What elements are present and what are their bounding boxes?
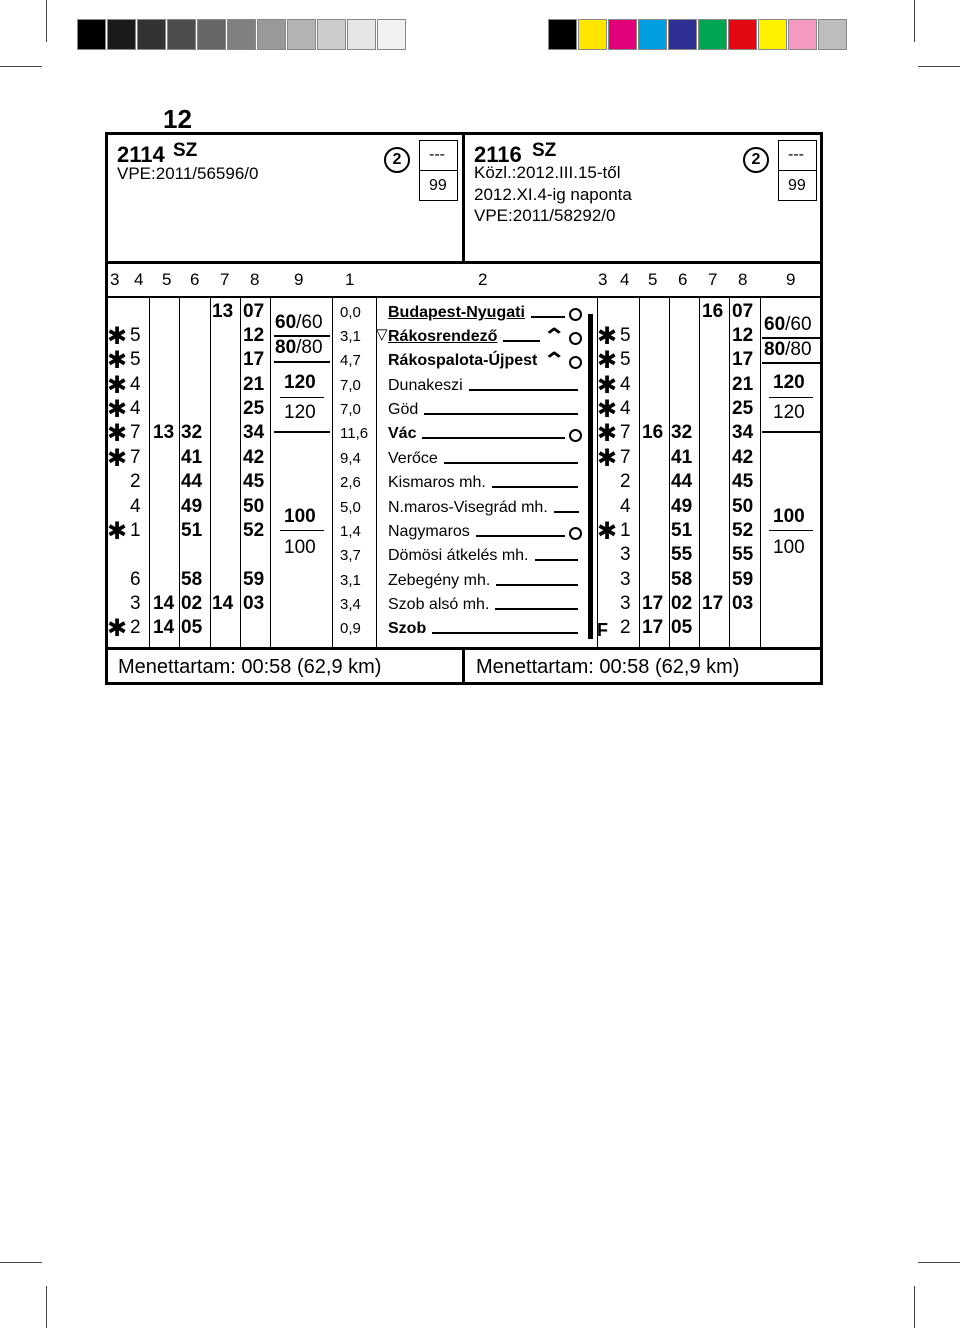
run-time-cell: 3 bbox=[620, 544, 631, 565]
column-header: 6 bbox=[678, 270, 688, 289]
leader-line bbox=[422, 437, 565, 439]
time-cell: 14 bbox=[212, 593, 234, 614]
column-header: 5 bbox=[648, 270, 658, 289]
column-rule bbox=[270, 298, 271, 647]
gray-swatch bbox=[137, 19, 166, 50]
color-swatch bbox=[758, 19, 787, 50]
leader-line bbox=[432, 632, 578, 634]
time-cell: 02 bbox=[671, 593, 693, 614]
column-header: 3 bbox=[598, 270, 608, 289]
leader-line bbox=[535, 559, 579, 561]
time-cell: 44 bbox=[671, 471, 693, 492]
train-type: SZ bbox=[173, 140, 198, 161]
column-header: 3 bbox=[110, 270, 120, 289]
star-marker: ✱ bbox=[597, 323, 618, 350]
speed-value: 100 bbox=[284, 537, 316, 558]
time-cell: 05 bbox=[671, 617, 693, 638]
time-cell: 32 bbox=[671, 422, 693, 443]
crop-mark bbox=[0, 1262, 42, 1263]
column-rule bbox=[669, 298, 670, 647]
gray-swatch bbox=[287, 19, 316, 50]
column-header: 9 bbox=[786, 270, 796, 289]
crop-mark bbox=[918, 1262, 960, 1263]
run-time-cell: 7 bbox=[130, 422, 141, 443]
star-marker: ✱ bbox=[597, 518, 618, 545]
header-divider bbox=[462, 135, 465, 263]
kilometer-cell: 7,0 bbox=[340, 401, 361, 418]
station-name: Zebegény mh. bbox=[388, 572, 491, 589]
column-rule bbox=[332, 298, 333, 647]
footer-divider bbox=[462, 648, 465, 684]
time-cell: 14 bbox=[153, 593, 175, 614]
approval-number: VPE:2011/58292/0 bbox=[474, 206, 616, 225]
page-number: 12 bbox=[163, 104, 192, 134]
kilometer-cell: 7,0 bbox=[340, 377, 361, 394]
run-time-cell: 2 bbox=[130, 471, 141, 492]
star-marker: ✱ bbox=[107, 518, 128, 545]
station-name: Vác bbox=[388, 425, 417, 442]
color-swatch bbox=[548, 19, 577, 50]
station-name: Göd bbox=[388, 401, 419, 418]
class-badge: 2 bbox=[384, 147, 410, 173]
time-cell: 41 bbox=[671, 447, 693, 468]
time-cell: 17 bbox=[732, 349, 754, 370]
track-bar bbox=[588, 314, 593, 639]
leader-line bbox=[424, 413, 578, 415]
speed-value: 120 bbox=[773, 372, 805, 393]
run-time-cell: 7 bbox=[620, 447, 631, 468]
leader-line bbox=[495, 608, 578, 610]
column-rule bbox=[639, 298, 640, 647]
train-type: SZ bbox=[532, 140, 557, 161]
gray-swatch bbox=[347, 19, 376, 50]
crop-mark bbox=[918, 66, 960, 67]
gray-swatch bbox=[77, 19, 106, 50]
time-cell: 16 bbox=[642, 422, 664, 443]
time-cell: 14 bbox=[153, 617, 175, 638]
star-marker: ✱ bbox=[597, 396, 618, 423]
time-cell: 03 bbox=[243, 593, 265, 614]
run-time-cell: 3 bbox=[620, 593, 631, 614]
stop-circle-icon bbox=[569, 332, 582, 345]
speed-value: /60 bbox=[785, 314, 812, 335]
column-header: 4 bbox=[620, 270, 630, 289]
kilometer-cell: 1,4 bbox=[340, 523, 361, 540]
approval-number: VPE:2011/56596/0 bbox=[117, 164, 259, 183]
time-cell: 25 bbox=[243, 398, 265, 419]
color-swatch bbox=[668, 19, 697, 50]
time-cell: 51 bbox=[671, 520, 693, 541]
leader-line bbox=[496, 584, 578, 586]
time-cell: 03 bbox=[732, 593, 754, 614]
time-cell: 13 bbox=[212, 301, 234, 322]
station-name: Dunakeszi bbox=[388, 377, 463, 394]
crop-mark bbox=[0, 66, 42, 67]
kilometer-cell: 2,6 bbox=[340, 474, 361, 491]
run-time-cell: 5 bbox=[130, 325, 141, 346]
kilometer-cell: 3,1 bbox=[340, 328, 361, 345]
time-cell: 17 bbox=[702, 593, 724, 614]
leader-line bbox=[554, 511, 579, 513]
column-header: 8 bbox=[250, 270, 260, 289]
time-cell: 32 bbox=[181, 422, 203, 443]
run-time-cell: 6 bbox=[130, 569, 141, 590]
color-swatch bbox=[698, 19, 727, 50]
column-rule bbox=[240, 298, 241, 647]
speed-value: 100 bbox=[773, 506, 805, 527]
column-header: 8 bbox=[738, 270, 748, 289]
speed-value: 120 bbox=[284, 402, 316, 423]
signal-triangle-icon: ▽ bbox=[376, 326, 388, 343]
time-cell: 34 bbox=[732, 422, 754, 443]
run-time-cell: 4 bbox=[130, 374, 141, 395]
gray-swatch bbox=[107, 19, 136, 50]
kilometer-cell: 5,0 bbox=[340, 499, 361, 516]
leader-line bbox=[469, 389, 578, 391]
train-number: 2114 bbox=[117, 142, 165, 167]
column-header: 4 bbox=[134, 270, 144, 289]
color-swatch bbox=[608, 19, 637, 50]
time-cell: 41 bbox=[181, 447, 203, 468]
run-time-cell: 4 bbox=[620, 374, 631, 395]
kilometer-cell: 11,6 bbox=[340, 425, 369, 442]
travel-time-right: Menettartam: 00:58 (62,9 km) bbox=[476, 656, 740, 678]
time-cell: 55 bbox=[732, 544, 754, 565]
terminus-marker: F bbox=[597, 620, 608, 640]
speed-value: 80 bbox=[764, 339, 786, 360]
time-cell: 58 bbox=[181, 569, 203, 590]
color-swatch bbox=[728, 19, 757, 50]
run-time-cell: 7 bbox=[130, 447, 141, 468]
stop-circle-icon bbox=[569, 429, 582, 442]
header-bottom-line bbox=[108, 261, 820, 264]
kilometer-cell: 9,4 bbox=[340, 450, 361, 467]
time-cell: 52 bbox=[732, 520, 754, 541]
run-time-cell: 4 bbox=[620, 496, 631, 517]
run-time-cell: 2 bbox=[620, 471, 631, 492]
star-marker: ✱ bbox=[597, 445, 618, 472]
leader-line bbox=[476, 535, 565, 537]
station-name: Rákospalota-Újpest bbox=[388, 352, 538, 369]
time-cell: 21 bbox=[243, 374, 265, 395]
column-header: 6 bbox=[190, 270, 200, 289]
leader-line bbox=[492, 486, 578, 488]
kilometer-cell: 3,4 bbox=[340, 596, 361, 613]
run-time-cell: 4 bbox=[130, 398, 141, 419]
station-name: Budapest-Nyugati bbox=[388, 304, 525, 321]
class-badge: 2 bbox=[743, 147, 769, 173]
time-cell: 49 bbox=[181, 496, 203, 517]
stop-chevron-icon: ⌃ bbox=[542, 349, 566, 372]
column-rule bbox=[760, 298, 761, 647]
star-marker: ✱ bbox=[107, 445, 128, 472]
station-name: Kismaros mh. bbox=[388, 474, 486, 491]
column-header: 2 bbox=[478, 270, 488, 289]
gray-swatch bbox=[317, 19, 346, 50]
column-rule bbox=[376, 298, 377, 647]
column-header: 1 bbox=[345, 270, 355, 289]
kilometer-cell: 0,9 bbox=[340, 620, 361, 637]
run-time-cell: 5 bbox=[130, 349, 141, 370]
restriction-box: --- 99 bbox=[778, 140, 817, 201]
gray-swatch bbox=[197, 19, 226, 50]
color-swatch bbox=[578, 19, 607, 50]
color-swatch bbox=[788, 19, 817, 50]
time-cell: 17 bbox=[642, 593, 664, 614]
time-cell: 50 bbox=[243, 496, 265, 517]
time-cell: 12 bbox=[243, 325, 265, 346]
run-time-cell: 5 bbox=[620, 325, 631, 346]
kilometer-cell: 0,0 bbox=[340, 304, 361, 321]
time-cell: 45 bbox=[732, 471, 754, 492]
column-rule bbox=[729, 298, 730, 647]
time-cell: 52 bbox=[243, 520, 265, 541]
time-cell: 13 bbox=[153, 422, 175, 443]
time-cell: 05 bbox=[181, 617, 203, 638]
leader-line bbox=[503, 340, 540, 342]
color-swatch bbox=[638, 19, 667, 50]
speed-value: /80 bbox=[296, 337, 323, 358]
speed-value: 80 bbox=[275, 337, 297, 358]
station-name: Szob bbox=[388, 620, 427, 637]
restriction-box: --- 99 bbox=[419, 140, 458, 201]
station-name: Dömösi átkelés mh. bbox=[388, 547, 529, 564]
kilometer-cell: 3,7 bbox=[340, 547, 361, 564]
time-cell: 42 bbox=[732, 447, 754, 468]
crop-mark bbox=[46, 0, 47, 42]
time-cell: 55 bbox=[671, 544, 693, 565]
time-cell: 44 bbox=[181, 471, 203, 492]
stop-chevron-icon: ⌃ bbox=[542, 325, 566, 348]
star-marker: ✱ bbox=[107, 323, 128, 350]
star-marker: ✱ bbox=[107, 615, 128, 642]
run-time-cell: 2 bbox=[620, 617, 631, 638]
run-time-cell: 7 bbox=[620, 422, 631, 443]
run-time-cell: 4 bbox=[130, 496, 141, 517]
speed-value: 120 bbox=[284, 372, 316, 393]
stop-circle-icon bbox=[569, 308, 582, 321]
star-marker: ✱ bbox=[107, 347, 128, 374]
speed-value: 100 bbox=[773, 537, 805, 558]
time-cell: 45 bbox=[243, 471, 265, 492]
time-cell: 25 bbox=[732, 398, 754, 419]
star-marker: ✱ bbox=[107, 372, 128, 399]
time-cell: 17 bbox=[642, 617, 664, 638]
crop-mark bbox=[914, 1286, 915, 1328]
crop-mark bbox=[914, 0, 915, 42]
gray-swatch bbox=[167, 19, 196, 50]
run-time-cell: 1 bbox=[130, 520, 141, 541]
time-cell: 07 bbox=[243, 301, 265, 322]
time-cell: 58 bbox=[671, 569, 693, 590]
color-swatch bbox=[818, 19, 847, 50]
gray-swatch bbox=[377, 19, 406, 50]
crop-mark bbox=[46, 1286, 47, 1328]
star-marker: ✱ bbox=[597, 347, 618, 374]
colheader-bottom-line bbox=[108, 296, 820, 298]
notice-period: 2012.XI.4-ig naponta bbox=[474, 185, 632, 204]
speed-value: /60 bbox=[296, 312, 323, 333]
time-cell: 50 bbox=[732, 496, 754, 517]
column-rule bbox=[179, 298, 180, 647]
kilometer-cell: 3,1 bbox=[340, 572, 361, 589]
leader-line bbox=[444, 462, 578, 464]
gray-swatch bbox=[257, 19, 286, 50]
run-time-cell: 2 bbox=[130, 617, 141, 638]
time-cell: 02 bbox=[181, 593, 203, 614]
run-time-cell: 1 bbox=[620, 520, 631, 541]
time-cell: 21 bbox=[732, 374, 754, 395]
speed-value: 60 bbox=[764, 314, 786, 335]
run-time-cell: 4 bbox=[620, 398, 631, 419]
notice-validity: Közl.:2012.III.15-től bbox=[474, 163, 621, 182]
star-marker: ✱ bbox=[597, 372, 618, 399]
column-header: 9 bbox=[294, 270, 304, 289]
time-cell: 59 bbox=[243, 569, 265, 590]
time-cell: 07 bbox=[732, 301, 754, 322]
station-name: Szob alsó mh. bbox=[388, 596, 490, 613]
time-cell: 42 bbox=[243, 447, 265, 468]
speed-value: 120 bbox=[773, 402, 805, 423]
time-cell: 34 bbox=[243, 422, 265, 443]
run-time-cell: 5 bbox=[620, 349, 631, 370]
train-number: 2116 bbox=[474, 142, 522, 167]
speed-value: /80 bbox=[785, 339, 812, 360]
column-rule bbox=[210, 298, 211, 647]
station-name: N.maros-Visegrád mh. bbox=[388, 499, 548, 516]
column-rule bbox=[149, 298, 150, 647]
time-cell: 59 bbox=[732, 569, 754, 590]
speed-value: 100 bbox=[284, 506, 316, 527]
run-time-cell: 3 bbox=[620, 569, 631, 590]
star-marker: ✱ bbox=[107, 420, 128, 447]
kilometer-cell: 4,7 bbox=[340, 352, 361, 369]
leader-line bbox=[531, 316, 565, 318]
station-name: Rákosrendező bbox=[388, 328, 498, 345]
time-cell: 49 bbox=[671, 496, 693, 517]
column-header: 5 bbox=[162, 270, 172, 289]
run-time-cell: 3 bbox=[130, 593, 141, 614]
time-cell: 17 bbox=[243, 349, 265, 370]
star-marker: ✱ bbox=[597, 420, 618, 447]
column-header: 7 bbox=[220, 270, 230, 289]
star-marker: ✱ bbox=[107, 396, 128, 423]
station-name: Verőce bbox=[388, 450, 438, 467]
stop-circle-icon bbox=[569, 527, 582, 540]
column-header: 7 bbox=[708, 270, 718, 289]
time-cell: 12 bbox=[732, 325, 754, 346]
column-rule bbox=[699, 298, 700, 647]
station-name: Nagymaros bbox=[388, 523, 470, 540]
time-cell: 51 bbox=[181, 520, 203, 541]
time-cell: 16 bbox=[702, 301, 724, 322]
speed-value: 60 bbox=[275, 312, 297, 333]
gray-swatch bbox=[227, 19, 256, 50]
travel-time-left: Menettartam: 00:58 (62,9 km) bbox=[118, 656, 382, 678]
stop-circle-icon bbox=[569, 356, 582, 369]
